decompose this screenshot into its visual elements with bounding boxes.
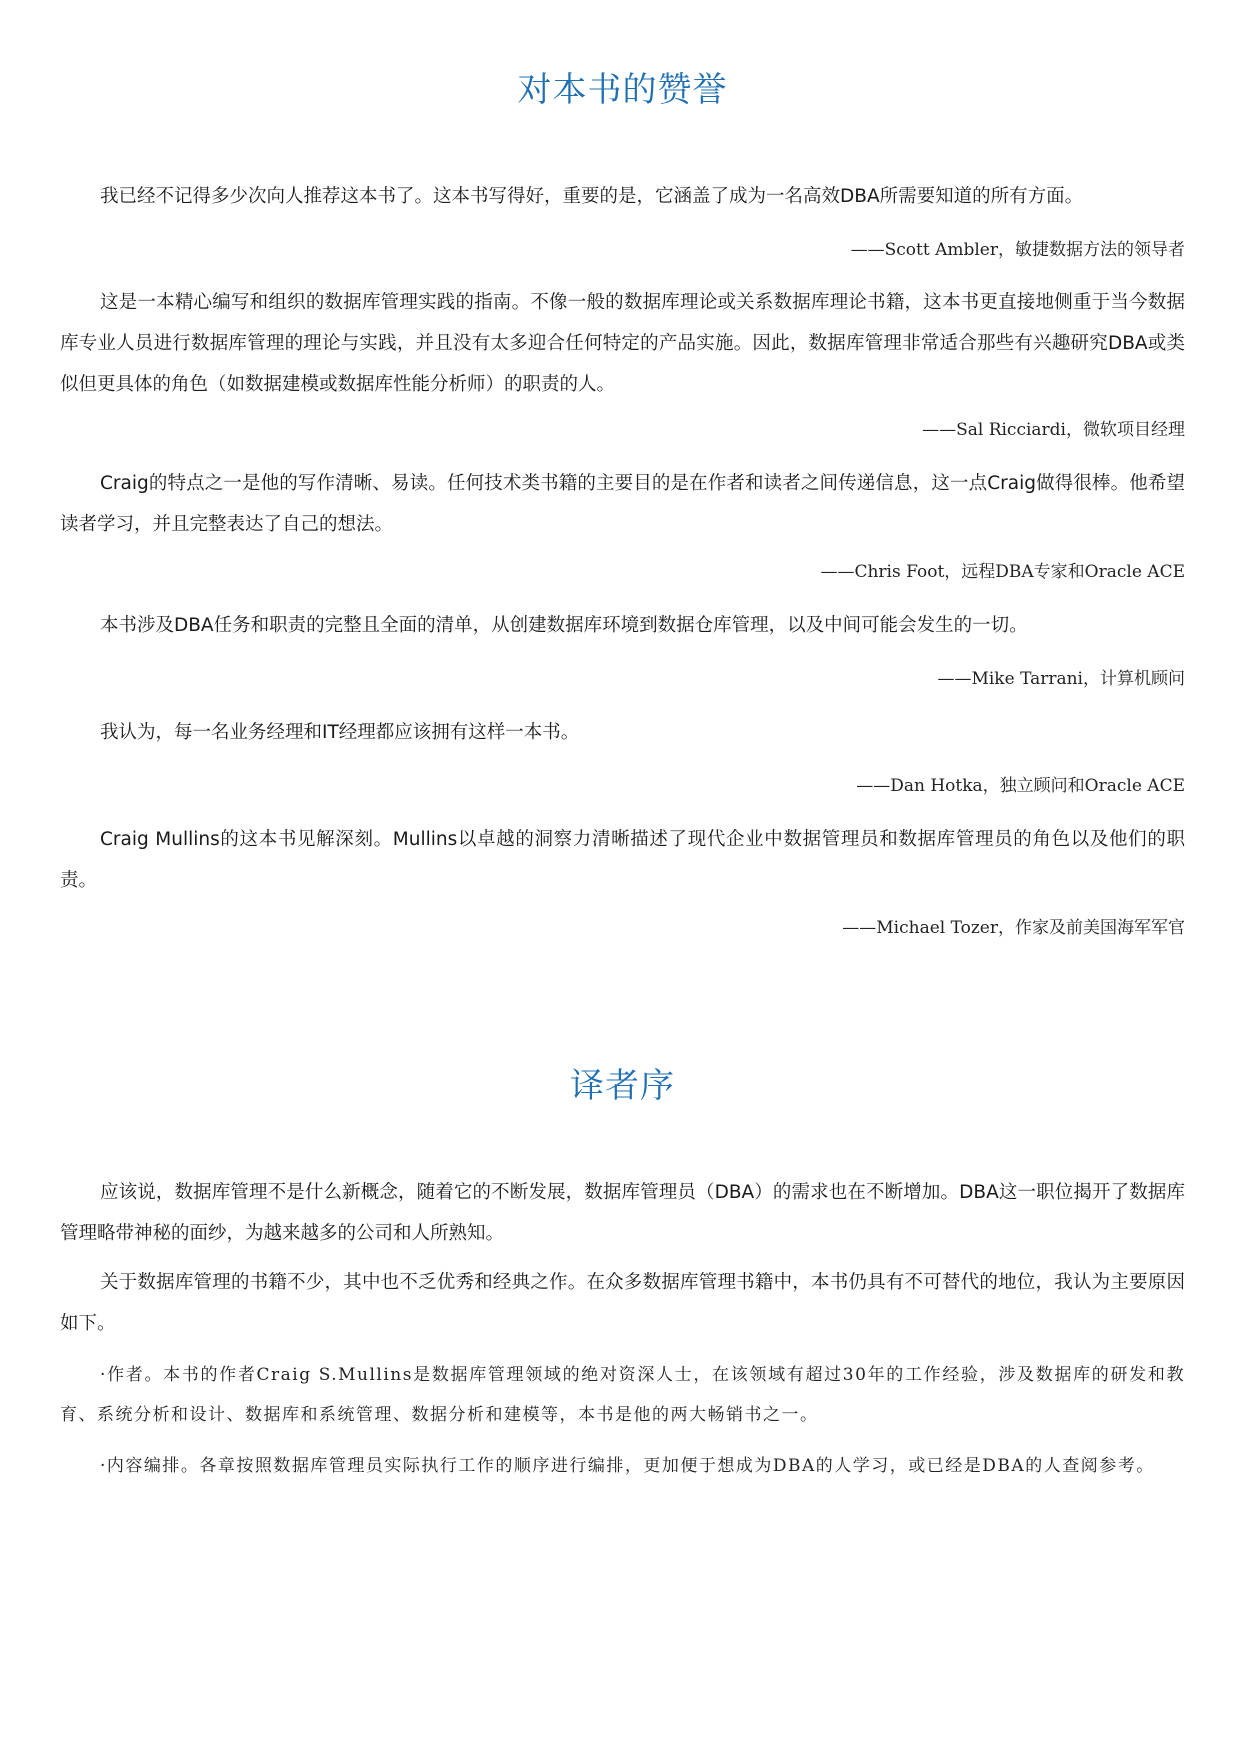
praise-quote-1: 我已经不记得多少次向人推荐这本书了。这本书写得好，重要的是，它涵盖了成为一名高效DBA所需要知道的所有方面。 — [100, 186, 1084, 207]
praise-quote-5: 我认为，每一名业务经理和IT经理都应该拥有这样一本书。 — [100, 722, 580, 743]
praise-quote-3: Craig的特点之一是他的写作清晰、易读。任何技术类书籍的主要目的是在作者和读者之间传递信息，这一点Craig做得很棒。他希望读者学习，并且完整表达了自己的想法。 — [60, 473, 1185, 535]
praise-attribution-4: ——Mike Tarrani，计算机顾问 — [937, 669, 1185, 689]
praise-quote-2: 这是一本精心编写和组织的数据库管理实践的指南。不像一般的数据库理论或关系数据库理论书籍，这本书更直接地侧重于当今数据库专业人员进行数据库管理的理论与实践，并且没有太多迎合任何特定的产品实施。因此，数据库管理非常适合那些有兴趣研究DBA或类似但更具体的角色（如数据建模或数据库性能分析师）的职责的人。 — [60, 292, 1185, 395]
preface-paragraph-1: 应该说，数据库管理不是什么新概念，随着它的不断发展，数据库管理员（DBA）的需求也在不断增加。DBA这一职位揭开了数据库管理略带神秘的面纱，为越来越多的公司和人所熟知。 — [60, 1182, 1185, 1244]
preface-bullet-author: ·作者。本书的作者Craig S.Mullins是数据库管理领域的绝对资深人士，在该领域有超过30年的工作经验，涉及数据库的研发和教育、系统分析和设计、数据库和系统管理、数据分析和建模等，本书是他的两大畅销书之一。 — [60, 1365, 1185, 1425]
praise-attribution-1: ——Scott Ambler，敏捷数据方法的领导者 — [850, 240, 1185, 260]
preface-paragraph-2: 关于数据库管理的书籍不少，其中也不乏优秀和经典之作。在众多数据库管理书籍中，本书仍具有不可替代的地位，我认为主要原因如下。 — [60, 1272, 1185, 1334]
praise-quote-4: 本书涉及DBA任务和职责的完整且全面的清单，从创建数据库环境到数据仓库管理，以及中间可能会发生的一切。 — [100, 615, 1028, 636]
praise-attribution-5: ——Dan Hotka，独立顾问和Oracle ACE — [856, 776, 1185, 796]
praise-attribution-3: ——Chris Foot，远程DBA专家和Oracle ACE — [820, 562, 1185, 582]
praise-title: 对本书的赞誉 — [517, 70, 728, 110]
praise-attribution-2: ——Sal Ricciardi，微软项目经理 — [922, 420, 1185, 440]
preface-title: 译者序 — [570, 1066, 675, 1106]
praise-quote-6: Craig Mullins的这本书见解深刻。Mullins以卓越的洞察力清晰描述了现代企业中数据管理员和数据库管理员的角色以及他们的职责。 — [60, 829, 1185, 891]
preface-bullet-content: ·内容编排。各章按照数据库管理员实际执行工作的顺序进行编排，更加便于想成为DBA的人学习，或已经是DBA的人查阅参考。 — [100, 1456, 1155, 1476]
praise-attribution-6: ——Michael Tozer，作家及前美国海军军官 — [842, 918, 1185, 938]
